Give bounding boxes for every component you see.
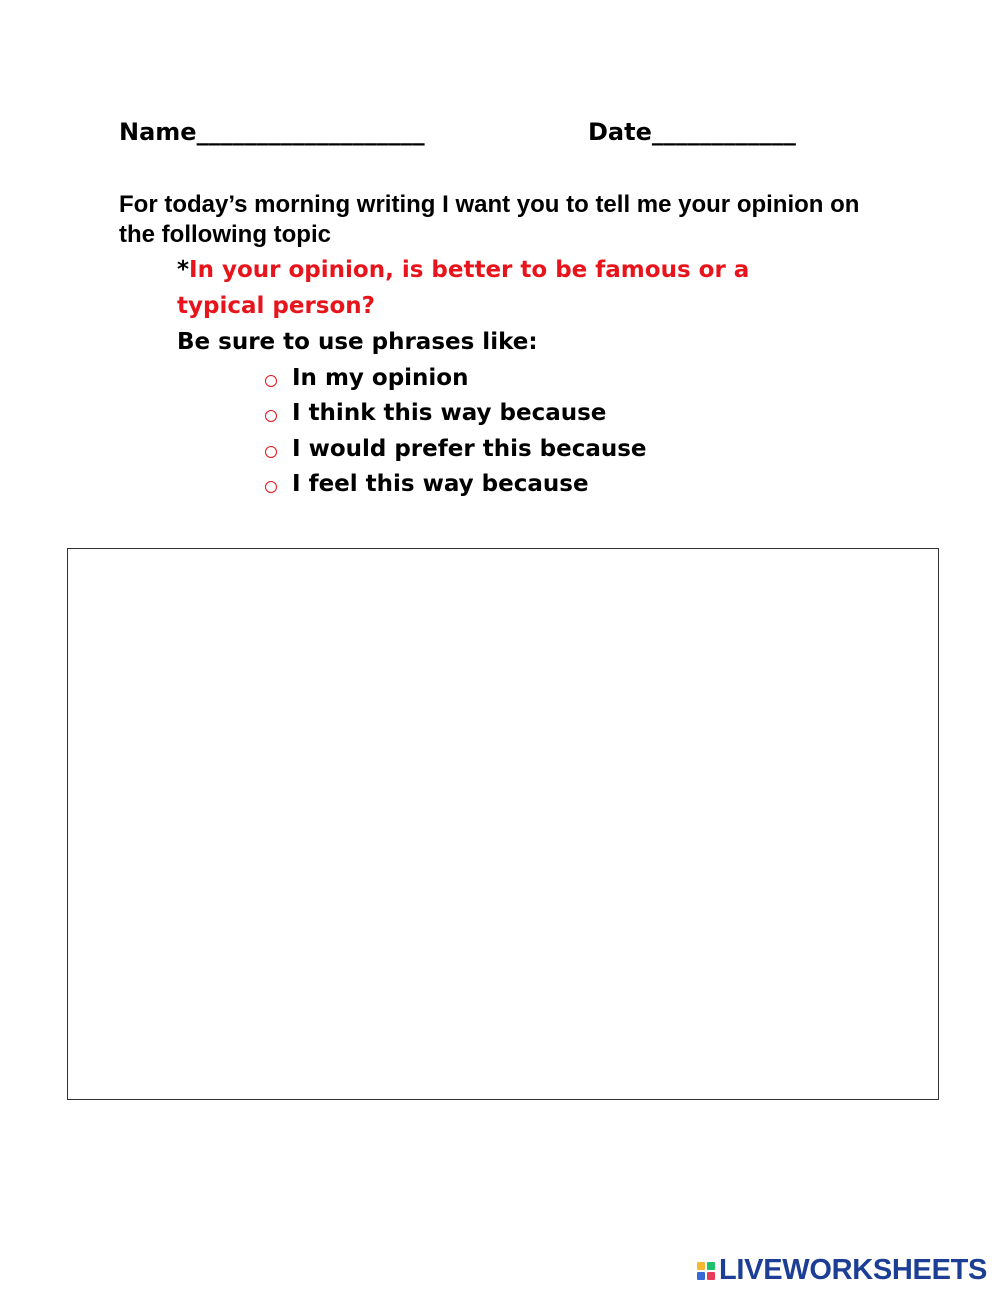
phrases-intro: Be sure to use phrases like: xyxy=(177,329,538,355)
header-fields xyxy=(119,118,879,158)
circle-bullet-icon xyxy=(265,446,277,458)
phrase-label: I would prefer this because xyxy=(292,435,647,462)
brand-text: LIVEWORKSHEETS xyxy=(719,1254,988,1286)
answer-text-box[interactable] xyxy=(67,548,939,1100)
instructions-text: For today’s morning writing I want you to tell me your opinion on the following topic xyxy=(119,191,860,248)
circle-bullet-icon xyxy=(265,481,277,493)
name-field[interactable]: Name___________________ xyxy=(119,118,425,146)
prompt-question: In your opinion, is better to be famous or a typical person? xyxy=(177,257,750,319)
list-item xyxy=(265,467,647,503)
circle-bullet-icon xyxy=(265,410,277,422)
logo-square xyxy=(697,1272,705,1280)
list-item xyxy=(265,360,647,396)
prompt-asterisk: * xyxy=(177,257,190,283)
phrase-list xyxy=(265,360,647,502)
list-item xyxy=(265,431,647,467)
phrase-label: In my opinion xyxy=(292,364,469,391)
phrase-label: I think this way because xyxy=(292,400,607,427)
logo-square xyxy=(697,1262,705,1270)
list-item xyxy=(265,396,647,432)
liveworksheets-brand xyxy=(697,1254,987,1287)
logo-square xyxy=(707,1262,715,1270)
liveworksheets-logo-icon xyxy=(697,1262,715,1280)
phrase-label: I feel this way because xyxy=(292,471,589,498)
logo-square xyxy=(707,1272,715,1280)
date-field[interactable]: Date____________ xyxy=(588,118,796,146)
writing-prompt xyxy=(177,252,837,324)
circle-bullet-icon xyxy=(265,375,277,387)
